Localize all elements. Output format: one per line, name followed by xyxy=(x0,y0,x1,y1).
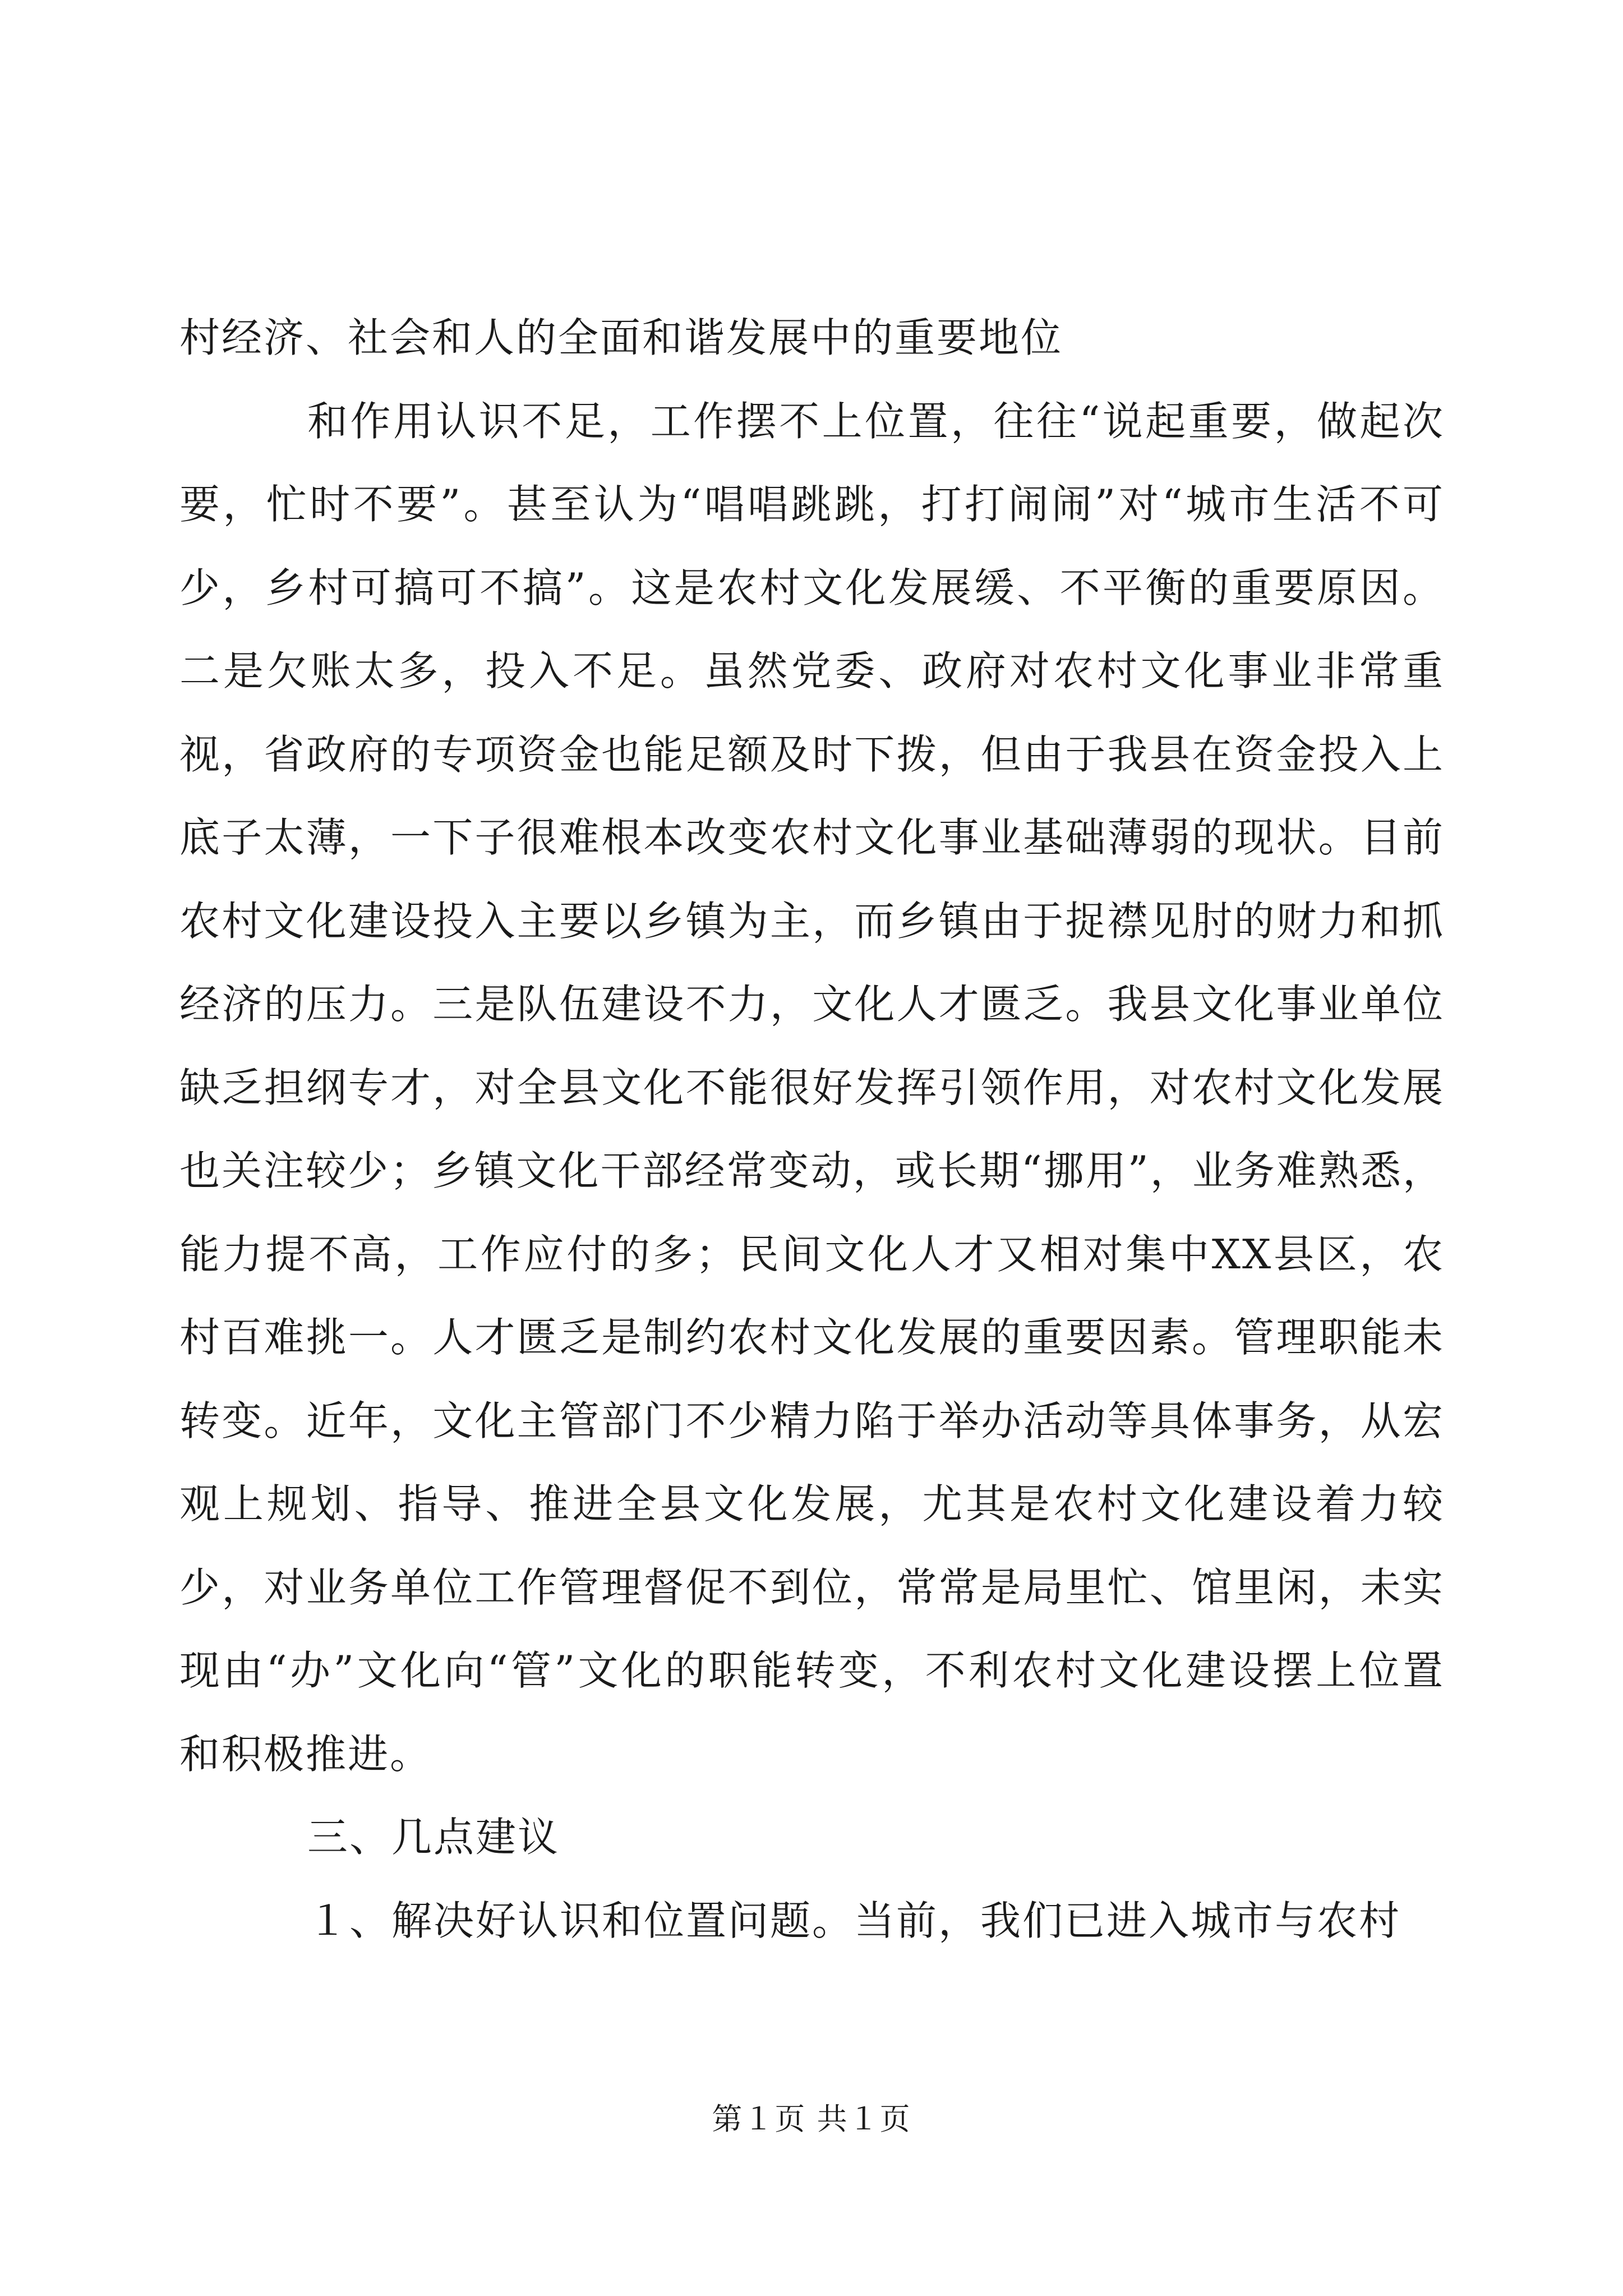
page-footer: 第１页 共１页 xyxy=(712,2101,911,2137)
document-body xyxy=(179,296,1445,1962)
paragraph-continuation: 村经济、社会和人的全面和谐发展中的重要地位 xyxy=(179,314,1063,361)
paragraph-main: 和作用认识不足，工作摆不上位置，往往“说起重要，做起次要，忙时不要”。甚至认为“唱唱跳跳，打打闹闹”对“城市生活不可少，乡村可搞可不搞”。这是农村文化发展缓、不平衡的重要原因。二是欠账太多，投入不足。虽然党委、政府对农村文化事业非常重视，省政府的专项资金也能足额及时下拨，但由于我县在资金投入上底子太薄，一下子很难根本改变农村文化事业基础薄弱的现状。目前农村文化建设投入主要以乡镇为主，而乡镇由于捉襟见肘的财力和抓经济的压力。三是队伍建设不力，文化人才匮乏。我县文化事业单位缺乏担纲专才，对全县文化不能很好发挥引领作用，对农村文化发展也关注较少；乡镇文化干部经常变动，或长期“挪用”，业务难熟悉，能力提不高，工作应付的多；民间文化人才又相对集中XX县区，农村百难挑一。人才匮乏是制约农村文化发展的重要因素。管理职能未转变。近年，文化主管部门不少精力陷于举办活动等具体事务，从宏观上规划、指导、推进全县文化发展，尤其是农村文化建设着力较少，对业务单位工作管理督促不到位，常常是局里忙、馆里闲，未实现由“办”文化向“管”文化的职能转变，不利农村文化建设摆上位置和积极推进。 xyxy=(179,397,1445,1778)
section-heading: 三、几点建议 xyxy=(307,1814,560,1861)
numbered-item: １、解决好认识和位置问题。当前，我们已进入城市与农村 xyxy=(307,1897,1401,1944)
